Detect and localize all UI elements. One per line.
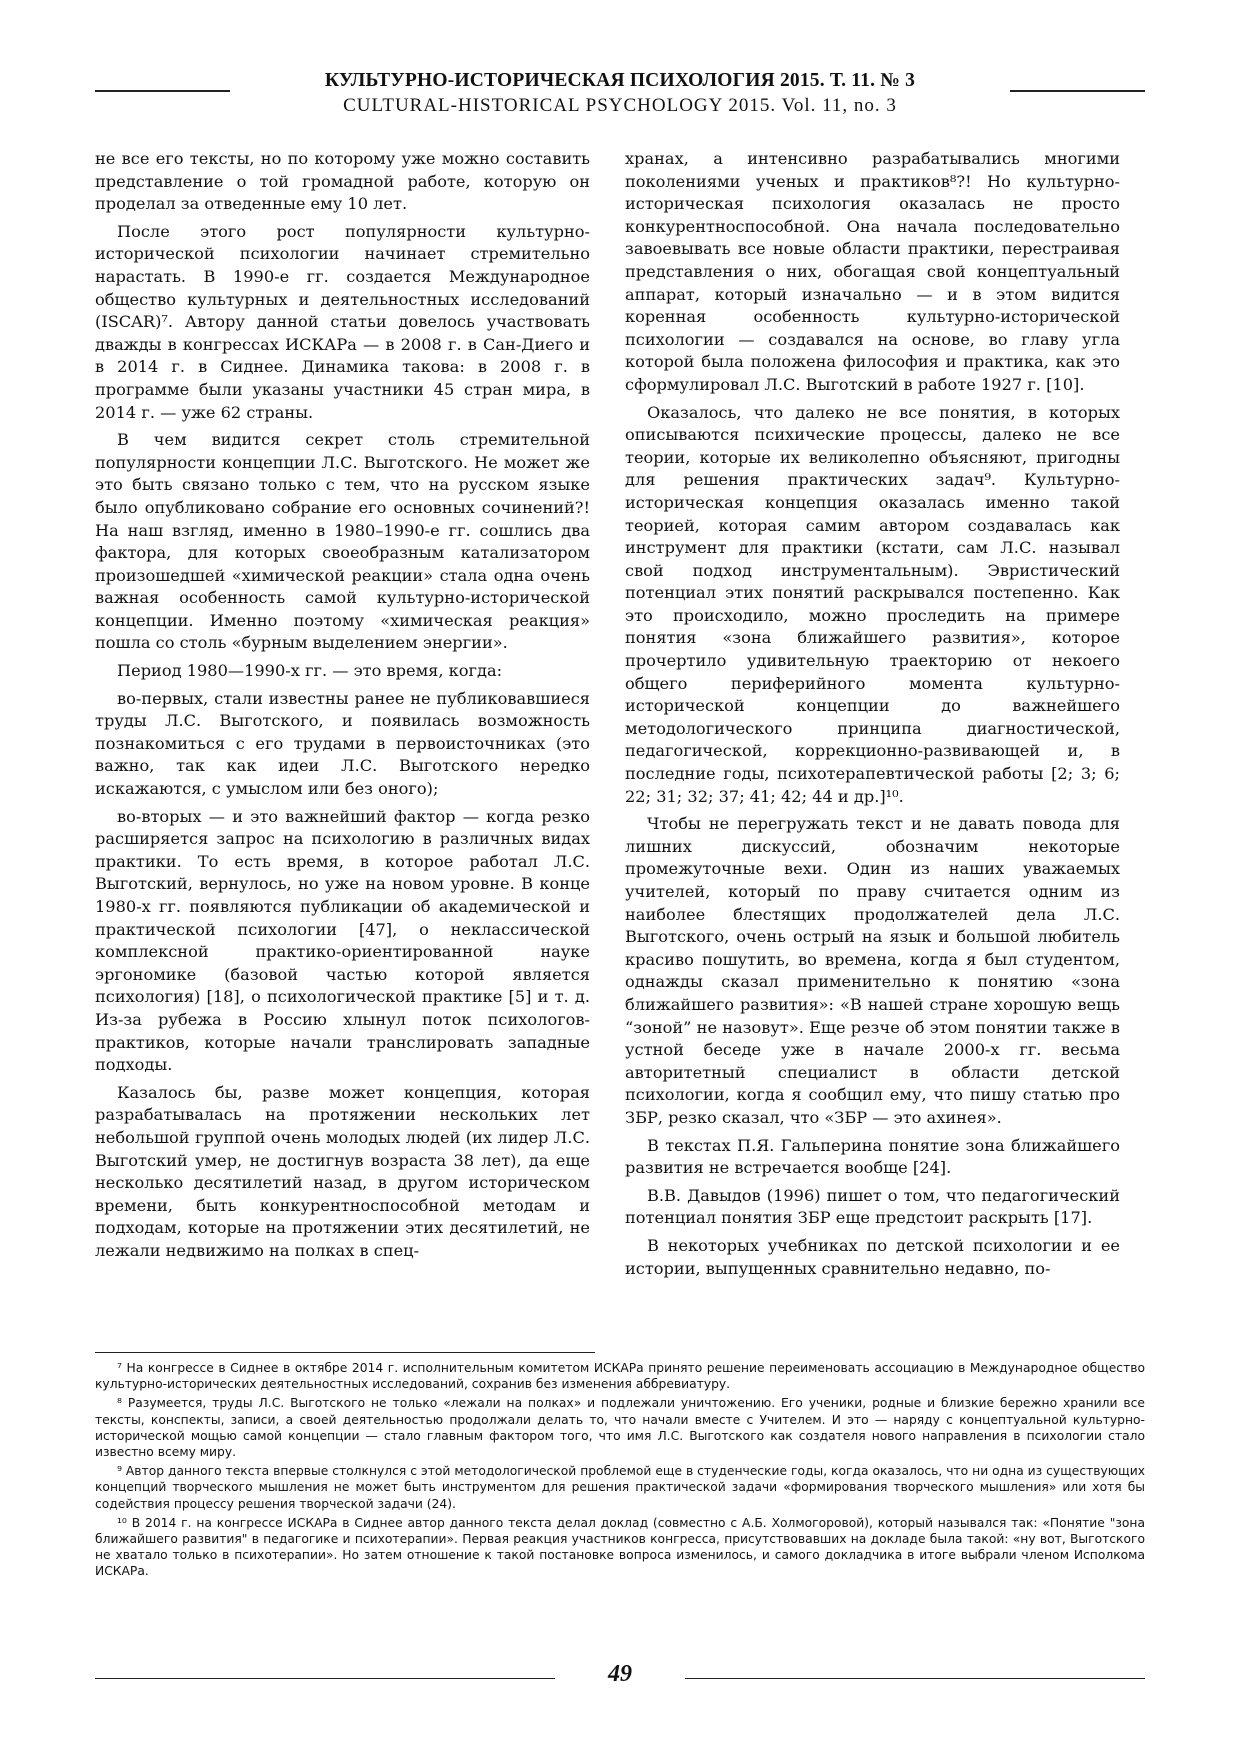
footnote-10: ¹⁰ В 2014 г. на конгрессе ИСКАРа в Сиднее автор данного текста делал доклад (совместно с А.Б. Холмогоровой), который назывался так: «Понятие "зона ближайшего развития" в педагогике и психотерапии». Первая реакция участников конгресса, присутствовавших на докладе была такой: «ну вот, Выготского не хватало только в психотерапии». Но затем отношение к такой постановке вопроса изменилось, и самого докладчика в итоге выбрали членом Исполкома ИСКАРа. (95, 1515, 1145, 1579)
footnote-8: ⁸ Разумеется, труды Л.С. Выготского не только «лежали на полках» и подлежали уничтожению. Его ученики, родные и близкие бережно хранили все тексты, конспекты, записи, а своей деятельностью продолжали делать то, что начали вместе с Учителем. И это — наряду с концептуальной культурно-исторической мощью самой концепции — стало главным фактором того, что имя Л.С. Выготского как создателя нового направления в психологии стало известно всему миру. (95, 1396, 1145, 1460)
paragraph: не все его тексты, но по которому уже можно составить представление о той громадной работе, которую он проделал за отведенные ему 10 лет. (95, 149, 590, 214)
footnote-separator (95, 1352, 595, 1353)
paragraph: во-первых, стали известны ранее не публиковавшиеся труды Л.С. Выготского, и появилась возможность познакомиться с его трудами в первоисточниках (это важно, так как идеи Л.С. Выготского нередко искажаются, с умыслом или без оного); (95, 688, 590, 799)
paragraph: Чтобы не перегружать текст и не давать повода для лишних дискуссий, обозначим некоторые промежуточные вехи. Один из наших уважаемых учителей, который по праву считается одним из наиболее блестящих продолжателей дела Л.С. Выготского, очень острый на язык и большой любитель красиво пошутить, во времена, когда я был студентом, однажды сказал применительно к понятию «зона ближайшего развития»: «В нашей стране хорошую вещь “зоной” не назовут». Еще резче об этом понятии также в устной беседе уже в начале 2000-х гг. весьма авторитетный специалист в области детской психологии, когда я сообщил ему, что пишу статью про ЗБР, резко сказал, что «ЗБР — это ахинея». (625, 814, 1120, 1127)
paragraph: После этого рост популярности культурно-исторической психологии начинает стремительно нарастать. В 1990-е гг. создается Международное общество культурных и деятельностных исследований (ISCAR)⁷. Автору данной статьи довелось участвовать дважды в конгрессах ИСКАРа — в 2008 г. в Сан-Диего и в 2014 г. в Сиднее. Динамика такова: в 2008 г. в программе были указаны участники 45 стран мира, в 2014 г. — уже 62 страны. (95, 221, 590, 422)
footer-rule-right (685, 1678, 1145, 1679)
paragraph: Казалось бы, разве может концепция, которая разрабатывалась на протяжении нескольких лет небольшой группой очень молодых людей (их лидер Л.С. Выготский умер, не достигнув возраста 38 лет), да еще несколько десятилетий назад, в другом историческом времени, быть конкурентноспособной методам и подходам, которые на протяжении этих десятилетий, не лежали недвижимо на полках в спец- (95, 1082, 590, 1260)
paragraph: хранах, а интенсивно разрабатывались многими поколениями ученых и практиков⁸?! Но культурно-историческая психология оказалась не просто конкурентноспособной. Она начала последовательно завоевывать все новые области практики, перестраивая представления о них, обогащая свой концептуальный аппарат, который изначально — и в этом видится коренная особенность культурно-исторической психологии — создавался на основе, во главу угла которой была положена философия и практика, как это сформулировал Л.С. Выготский в работе 1927 г. [10]. (625, 149, 1120, 394)
page-number: 49 (608, 1661, 632, 1687)
footnote-7: ⁷ На конгрессе в Сиднее в октябре 2014 г. исполнительным комитетом ИСКАРа принято решение переименовать ассоциацию в Международное общество культурно-исторических деятельностных исследований, сохранив без изменения аббревиатуру. (95, 1361, 1145, 1392)
right-column (625, 148, 1120, 1340)
paragraph: во-вторых — и это важнейший фактор — когда резко расширяется запрос на психологию в различных видах практики. То есть время, в которое работал Л.С. Выготский, вернулось, но уже на новом уровне. В конце 1980-х гг. появляются публикации об академической и практической психологии [47], о неклассической комплексной практико-ориентированной науке эргономике (базовой частью которой является психология) [18], о психологической практике [5] и т. д. Из-за рубежа в Россию хлынул поток психологов-практиков, которые начали транслировать западные подходы. (95, 806, 590, 1075)
paragraph: В чем видится секрет столь стремительной популярности концепции Л.С. Выготского. Не может же это быть связано только с тем, что на русском языке было опубликовано собрание его основных сочинений?! На наш взгляд, именно в 1980–1990-е гг. сошлись два фактора, для которых своеобразным катализатором произошедшей «химической реакции» стала одна очень важная особенность самой культурно-исторической концепции. Именно поэтому «химическая реакция» пошла со столь «бурным выделением энергии». (95, 430, 590, 653)
header-rule-right (1010, 90, 1145, 92)
paragraph: Оказалось, что далеко не все понятия, в которых описываются психические процессы, далеко не все теории, которые их великолепно объясняют, пригодны для решения практических задач⁹. Культурно-историческая концепция оказалась именно такой теорией, которая самим автором создавалась как инструмент для практики (кстати, сам Л.С. называл свой подход инструментальным). Эвристический потенциал этих понятий раскрывался постепенно. Как это происходило, можно проследить на примере понятия «зона ближайшего развития», которое прочертило удивительную траекторию от некоего общего периферийного момента культурно-исторической концепции до важнейшего методологического принципа диагностической, педагогической, коррекционно-развивающей и, в последние годы, психотерапевтической работы [2; 3; 6; 22; 31; 32; 37; 41; 42; 44 и др.]¹⁰. (625, 402, 1120, 806)
paragraph: Период 1980—1990-х гг. — это время, когда: (117, 661, 503, 681)
footer-rule-left (95, 1678, 555, 1679)
running-header-ru: КУЛЬТУРНО-ИСТОРИЧЕСКАЯ ПСИХОЛОГИЯ 2015. Т. 11. № 3 (324, 70, 916, 91)
footnotes (95, 1360, 1145, 1650)
left-column (95, 148, 590, 1340)
paragraph: В текстах П.Я. Гальперина понятие зона ближайшего развития не встречается вообще [24]. (625, 1135, 1120, 1178)
paragraph: В некоторых учебниках по детской психологии и ее истории, выпущенных сравнительно недавно, по- (625, 1235, 1120, 1278)
footnote-9: ⁹ Автор данного текста впервые столкнулся с этой методологической проблемой еще в студенческие годы, когда оказалось, что ни одна из существующих концепций творческого мышления не может быть инструментом для решения практической задачи «формирования творческого мышления» или хотя бы содействия процессу решения творческой задачи (24). (95, 1464, 1145, 1511)
header-rule-left (95, 90, 230, 92)
running-header-en: CULTURAL-HISTORICAL PSYCHOLOGY 2015. Vol. 11, no. 3 (343, 95, 897, 116)
paragraph: В.В. Давыдов (1996) пишет о том, что педагогический потенциал понятия ЗБР еще предстоит раскрыть [17]. (625, 1185, 1120, 1228)
